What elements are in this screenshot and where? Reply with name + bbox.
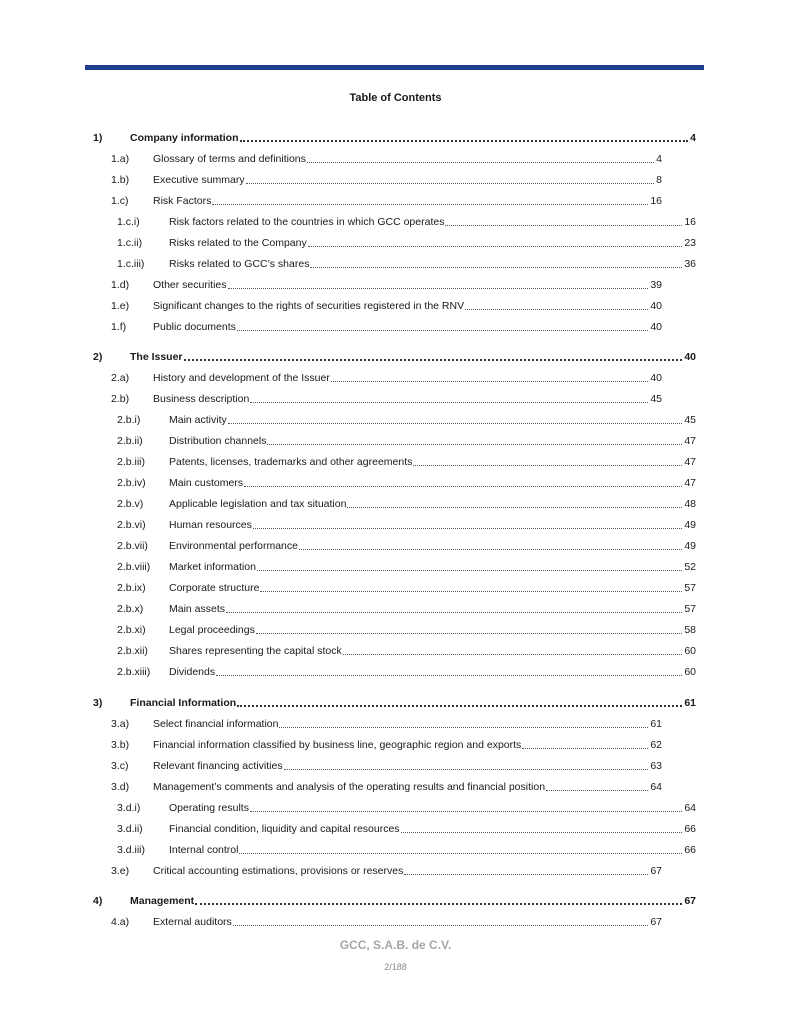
- toc-entry-number: 2.b.v): [117, 498, 144, 510]
- toc-entry-number: 2.b.i): [117, 414, 141, 426]
- toc-entry-label: Market information: [169, 561, 256, 573]
- toc-entry-link[interactable]: [169, 433, 696, 449]
- toc-entry-link[interactable]: [130, 130, 696, 146]
- toc-entry-link[interactable]: [169, 559, 696, 575]
- toc-entry-label: Main assets: [169, 603, 226, 615]
- toc-entry-page: 40: [684, 351, 696, 363]
- toc-entry-label: Management’s comments and analysis of the operating results and financial position: [153, 781, 546, 793]
- dot-leader: [237, 704, 682, 707]
- toc-entry-number: 3.a): [111, 718, 130, 730]
- toc-entry-page: 47: [684, 435, 696, 447]
- dot-leader: [237, 329, 648, 331]
- dot-leader: [404, 873, 648, 875]
- toc-entry-page: 61: [650, 718, 662, 730]
- toc-entry-link[interactable]: [153, 779, 662, 795]
- toc-entry-label: Corporate structure: [169, 582, 260, 594]
- toc-entry-link[interactable]: [153, 319, 662, 335]
- dot-leader: [244, 485, 682, 487]
- toc-entry-link[interactable]: [169, 601, 696, 617]
- toc-entry-label: Distribution channels: [169, 435, 267, 447]
- toc-entry-label: Executive summary: [153, 174, 245, 186]
- dot-leader: [299, 548, 682, 550]
- toc-entry-link[interactable]: [153, 151, 662, 167]
- toc-entry-label: Public documents: [153, 321, 236, 333]
- toc-entry-page: 48: [684, 498, 696, 510]
- toc-entry-label: Critical accounting estimations, provisions or reserves: [153, 865, 404, 877]
- toc-entry-page: 66: [684, 844, 696, 856]
- toc-entry-label: Financial Information: [130, 697, 237, 709]
- toc-entry-link[interactable]: [169, 643, 696, 659]
- header-rule: [85, 65, 704, 70]
- toc-entry-label: Legal proceedings: [169, 624, 255, 636]
- toc-entry-page: 40: [650, 300, 662, 312]
- dot-leader: [246, 182, 655, 184]
- toc-entry-label: Relevant financing activities: [153, 760, 283, 772]
- toc-entry-number: 2.b.iii): [117, 456, 146, 468]
- toc-entry-number: 3.e): [111, 865, 130, 877]
- toc-entry-page: 40: [650, 321, 662, 333]
- toc-entry-label: Significant changes to the rights of securities registered in the RNV: [153, 300, 465, 312]
- toc-entry-link[interactable]: [130, 893, 696, 909]
- toc-entry-link[interactable]: [153, 737, 662, 753]
- toc-entry-number: 3.c): [111, 760, 129, 772]
- toc-entry-label: Applicable legislation and tax situation: [169, 498, 347, 510]
- toc-entry-label: Company information: [130, 132, 239, 144]
- toc-entry-label: Business description: [153, 393, 250, 405]
- toc-entry-number: 2.b.iv): [117, 477, 146, 489]
- toc-entry-number: 3.d.ii): [117, 823, 143, 835]
- toc-entry-page: 61: [684, 697, 696, 709]
- toc-entry-label: Management: [130, 895, 195, 907]
- toc-entry-label: Shares representing the capital stock: [169, 645, 342, 657]
- dot-leader: [343, 653, 683, 655]
- toc-entry-link[interactable]: [169, 664, 696, 680]
- toc-entry-link[interactable]: [169, 821, 696, 837]
- toc-entry-page: 57: [684, 603, 696, 615]
- toc-entry-label: Patents, licenses, trademarks and other agreements: [169, 456, 413, 468]
- toc-entry-number: 2): [93, 351, 103, 363]
- dot-leader: [331, 380, 648, 382]
- dot-leader: [310, 266, 682, 268]
- toc-entry-page: 49: [684, 519, 696, 531]
- toc-entry-page: 62: [650, 739, 662, 751]
- toc-entry-page: 67: [684, 895, 696, 907]
- dot-leader: [228, 287, 649, 289]
- dot-leader: [522, 747, 648, 749]
- toc-entry-number: 1.c.i): [117, 216, 140, 228]
- toc-entry-page: 66: [684, 823, 696, 835]
- toc-entry-link[interactable]: [169, 412, 696, 428]
- toc-entry-page: 47: [684, 477, 696, 489]
- toc-entry-link[interactable]: [153, 914, 662, 930]
- toc-entry-link[interactable]: [169, 214, 696, 230]
- toc-entry-page: 57: [684, 582, 696, 594]
- toc-entry-link[interactable]: [169, 580, 696, 596]
- dot-leader: [184, 358, 683, 361]
- toc-entry-page: 23: [684, 237, 696, 249]
- toc-entry-label: External auditors: [153, 916, 232, 928]
- dot-leader: [216, 674, 682, 676]
- toc-entry-number: 1.c.ii): [117, 237, 143, 249]
- toc-entry-link[interactable]: [169, 800, 696, 816]
- dot-leader: [284, 768, 649, 770]
- dot-leader: [257, 569, 682, 571]
- dot-leader: [228, 422, 683, 424]
- toc-entry-number: 2.b.vi): [117, 519, 146, 531]
- toc-entry-number: 1.a): [111, 153, 130, 165]
- toc-entry-link[interactable]: [130, 349, 696, 365]
- toc-entry-number: 4.a): [111, 916, 130, 928]
- toc-entry-label: Risk factors related to the countries in which GCC operates: [169, 216, 445, 228]
- toc-entry-label: Financial condition, liquidity and capital resources: [169, 823, 400, 835]
- toc-entry-page: 40: [650, 372, 662, 384]
- toc-entry-number: 3.d): [111, 781, 130, 793]
- toc-entry-label: Dividends: [169, 666, 216, 678]
- dot-leader: [239, 852, 682, 854]
- toc-entry-label: Internal control: [169, 844, 239, 856]
- toc-entry-label: Main activity: [169, 414, 227, 426]
- toc-entry-number: 1.f): [111, 321, 127, 333]
- dot-leader: [308, 245, 683, 247]
- toc-entry-label: History and development of the Issuer: [153, 372, 330, 384]
- toc-entry-page: 58: [684, 624, 696, 636]
- toc-entry-page: 60: [684, 666, 696, 678]
- dot-leader: [260, 590, 682, 592]
- toc-entry-link[interactable]: [169, 496, 696, 512]
- dot-leader: [307, 161, 654, 163]
- dot-leader: [465, 308, 648, 310]
- toc-entry-link[interactable]: [153, 172, 662, 188]
- toc-entry-link[interactable]: [153, 863, 662, 879]
- dot-leader: [546, 789, 648, 791]
- toc-entry-link[interactable]: [169, 256, 696, 272]
- toc-entry-page: 63: [650, 760, 662, 772]
- toc-entry-number: 2.b.ii): [117, 435, 143, 447]
- toc-entry-number: 3.d.i): [117, 802, 141, 814]
- toc-entry-page: 60: [684, 645, 696, 657]
- page-title: Table of Contents: [349, 92, 442, 104]
- dot-leader: [413, 464, 682, 466]
- toc-entry-page: 4: [656, 153, 662, 165]
- toc-entry-number: 2.b): [111, 393, 130, 405]
- dot-leader: [256, 632, 682, 634]
- toc-entry-link[interactable]: [153, 370, 662, 386]
- toc-entry-number: 2.b.vii): [117, 540, 148, 552]
- dot-leader: [267, 443, 682, 445]
- toc-entry-number: 2.b.x): [117, 603, 144, 615]
- toc-entry-page: 67: [650, 916, 662, 928]
- toc-entry-number: 1.b): [111, 174, 130, 186]
- footer-page-number: 2/188: [384, 962, 407, 972]
- dot-leader: [250, 810, 682, 812]
- toc-entry-label: Human resources: [169, 519, 252, 531]
- toc-entry-page: 8: [656, 174, 662, 186]
- toc-entry-label: Select financial information: [153, 718, 279, 730]
- toc-entry-page: 64: [650, 781, 662, 793]
- toc-entry-page: 64: [684, 802, 696, 814]
- dot-leader: [195, 902, 682, 905]
- toc-entry-link[interactable]: [169, 622, 696, 638]
- toc-entry-link[interactable]: [130, 695, 696, 711]
- toc-entry-label: Other securities: [153, 279, 227, 291]
- toc-entry-link[interactable]: [153, 758, 662, 774]
- footer-company-name: GCC, S.A.B. de C.V.: [339, 938, 452, 952]
- dot-leader: [445, 224, 682, 226]
- toc-entry-label: Risks related to the Company: [169, 237, 307, 249]
- dot-leader: [279, 726, 648, 728]
- toc-entry-page: 4: [690, 132, 696, 144]
- toc-entry-link[interactable]: [153, 716, 662, 732]
- toc-entry-label: Risk Factors: [153, 195, 212, 207]
- toc-entry-label: Financial information classified by business line, geographic region and exports: [153, 739, 522, 751]
- toc-entry-link[interactable]: [169, 454, 696, 470]
- dot-leader: [212, 203, 648, 205]
- toc-entry-page: 36: [684, 258, 696, 270]
- toc-entry-page: 39: [650, 279, 662, 291]
- toc-entry-link[interactable]: [153, 391, 662, 407]
- toc-entry-number: 1.c): [111, 195, 129, 207]
- toc-entry-link[interactable]: [169, 235, 696, 251]
- dot-leader: [347, 506, 682, 508]
- toc-entry-number: 1.d): [111, 279, 130, 291]
- toc-entry-number: 2.b.xi): [117, 624, 146, 636]
- toc-entry-page: 67: [650, 865, 662, 877]
- toc-entry-page: 47: [684, 456, 696, 468]
- toc-entry-page: 16: [650, 195, 662, 207]
- toc-entry-link[interactable]: [169, 517, 696, 533]
- toc-entry-link[interactable]: [153, 277, 662, 293]
- toc-entry-link[interactable]: [153, 298, 662, 314]
- toc-entry-page: 45: [650, 393, 662, 405]
- dot-leader: [250, 401, 648, 403]
- toc-entry-page: 52: [684, 561, 696, 573]
- toc-entry-number: 4): [93, 895, 103, 907]
- toc-entry-number: 2.b.ix): [117, 582, 146, 594]
- toc-entry-number: 3): [93, 697, 103, 709]
- toc-entry-page: 49: [684, 540, 696, 552]
- toc-entry-link[interactable]: [169, 538, 696, 554]
- toc-entry-number: 1.e): [111, 300, 130, 312]
- toc-entry-label: The Issuer: [130, 351, 183, 363]
- toc-entry-number: 1.c.iii): [117, 258, 145, 270]
- dot-leader: [226, 611, 682, 613]
- toc-entry-number: 3.d.iii): [117, 844, 146, 856]
- toc-entry-link[interactable]: [153, 193, 662, 209]
- toc-entry-label: Main customers: [169, 477, 244, 489]
- toc-entry-link[interactable]: [169, 842, 696, 858]
- toc-entry-number: 2.b.xii): [117, 645, 148, 657]
- toc-entry-page: 45: [684, 414, 696, 426]
- dot-leader: [233, 924, 649, 926]
- toc-entry-number: 2.b.xiii): [117, 666, 151, 678]
- toc-entry-number: 2.a): [111, 372, 130, 384]
- toc-entry-label: Glossary of terms and definitions: [153, 153, 306, 165]
- toc-entry-label: Environmental performance: [169, 540, 298, 552]
- dot-leader: [240, 139, 689, 142]
- toc-entry-link[interactable]: [169, 475, 696, 491]
- toc-entry-number: 1): [93, 132, 103, 144]
- toc-entry-label: Operating results: [169, 802, 249, 814]
- dot-leader: [401, 831, 683, 833]
- dot-leader: [253, 527, 682, 529]
- toc-entry-number: 3.b): [111, 739, 130, 751]
- toc-entry-number: 2.b.viii): [117, 561, 151, 573]
- toc-entry-label: Risks related to GCC’s shares: [169, 258, 310, 270]
- toc-entry-page: 16: [684, 216, 696, 228]
